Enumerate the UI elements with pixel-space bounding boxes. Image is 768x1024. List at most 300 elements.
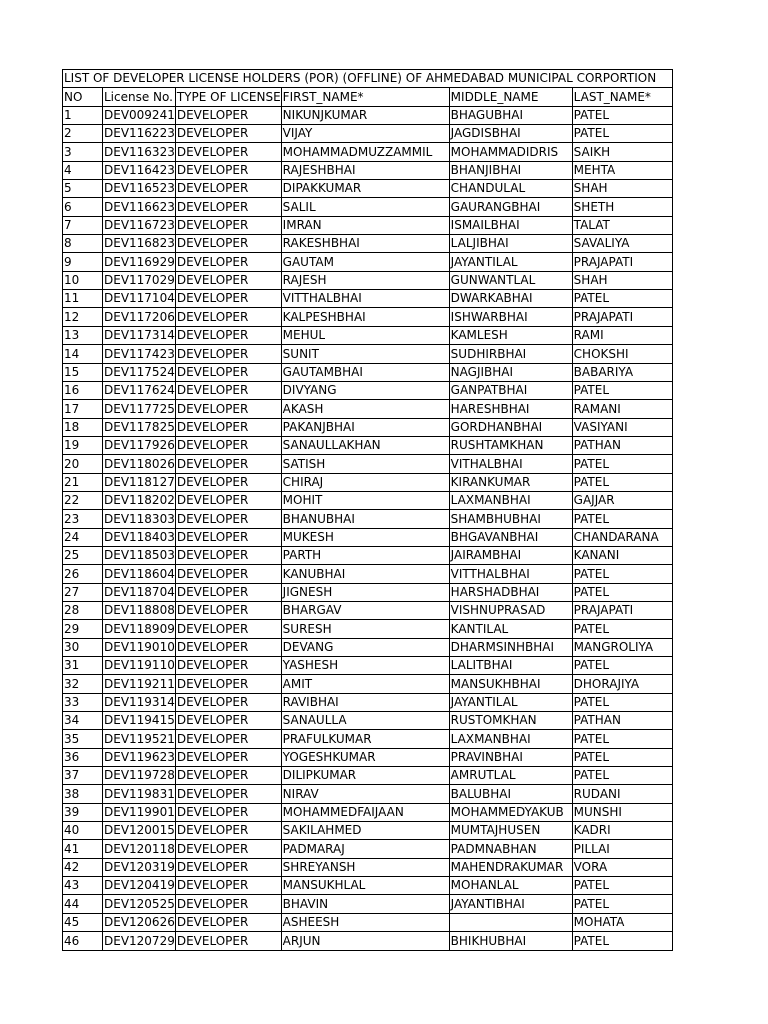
cell-last-name: PATEL: [572, 748, 672, 766]
cell-license-no: DEV117029: [103, 271, 176, 289]
cell-license-no: DEV118604: [103, 565, 176, 583]
cell-type-of-license: DEVELOPER: [175, 858, 281, 876]
cell-first-name: MUKESH: [281, 528, 449, 546]
cell-middle-name: RUSHTAMKHAN: [449, 436, 572, 454]
license-holders-table: [62, 69, 673, 951]
cell-license-no: DEV117314: [103, 326, 176, 344]
cell-first-name: KALPESHBHAI: [281, 308, 449, 326]
cell-type-of-license: DEVELOPER: [175, 675, 281, 693]
cell-no: 21: [63, 473, 103, 491]
cell-license-no: DEV117104: [103, 290, 176, 308]
cell-license-no: DEV120626: [103, 913, 176, 931]
cell-last-name: PATEL: [572, 767, 672, 785]
cell-no: 12: [63, 308, 103, 326]
cell-first-name: SUNIT: [281, 345, 449, 363]
cell-no: 17: [63, 400, 103, 418]
cell-middle-name: SHAMBHUBHAI: [449, 510, 572, 528]
table-row: [63, 712, 673, 730]
table-row: [63, 436, 673, 454]
cell-type-of-license: DEVELOPER: [175, 290, 281, 308]
cell-no: 33: [63, 693, 103, 711]
cell-first-name: RAJESH: [281, 271, 449, 289]
cell-last-name: GAJJAR: [572, 491, 672, 509]
cell-middle-name: GAURANGBHAI: [449, 198, 572, 216]
cell-license-no: DEV120015: [103, 822, 176, 840]
cell-type-of-license: DEVELOPER: [175, 216, 281, 234]
table-title: LIST OF DEVELOPER LICENSE HOLDERS (POR) (OFFLINE) OF AHMEDABAD MUNICIPAL CORPORTION: [63, 70, 673, 88]
table-row: [63, 161, 673, 179]
cell-license-no: DEV118026: [103, 455, 176, 473]
cell-first-name: DIVYANG: [281, 381, 449, 399]
table-row: [63, 565, 673, 583]
cell-middle-name: HARSHADBHAI: [449, 583, 572, 601]
cell-type-of-license: DEVELOPER: [175, 161, 281, 179]
cell-license-no: DEV116723: [103, 216, 176, 234]
cell-first-name: GAUTAM: [281, 253, 449, 271]
table-row: [63, 803, 673, 821]
cell-last-name: RAMI: [572, 326, 672, 344]
cell-middle-name: GUNWANTLAL: [449, 271, 572, 289]
cell-type-of-license: DEVELOPER: [175, 748, 281, 766]
table-row: [63, 748, 673, 766]
cell-type-of-license: DEVELOPER: [175, 803, 281, 821]
cell-middle-name: MANSUKHBHAI: [449, 675, 572, 693]
header-type-of-license: TYPE OF LICENSE: [175, 88, 281, 106]
cell-license-no: DEV120118: [103, 840, 176, 858]
cell-last-name: CHOKSHI: [572, 345, 672, 363]
cell-middle-name: JAYANTILAL: [449, 253, 572, 271]
cell-middle-name: HARESHBHAI: [449, 400, 572, 418]
cell-license-no: DEV119211: [103, 675, 176, 693]
cell-last-name: RUDANI: [572, 785, 672, 803]
cell-type-of-license: DEVELOPER: [175, 565, 281, 583]
cell-last-name: PILLAI: [572, 840, 672, 858]
cell-first-name: SALIL: [281, 198, 449, 216]
cell-first-name: BHAVIN: [281, 895, 449, 913]
cell-first-name: DIPAKKUMAR: [281, 180, 449, 198]
cell-last-name: SHAH: [572, 271, 672, 289]
table-row: [63, 601, 673, 619]
cell-type-of-license: DEVELOPER: [175, 400, 281, 418]
table-row: [63, 913, 673, 931]
cell-license-no: DEV117206: [103, 308, 176, 326]
cell-no: 15: [63, 363, 103, 381]
cell-type-of-license: DEVELOPER: [175, 822, 281, 840]
cell-last-name: PATHAN: [572, 436, 672, 454]
cell-first-name: DILIPKUMAR: [281, 767, 449, 785]
cell-first-name: AKASH: [281, 400, 449, 418]
cell-last-name: CHANDARANA: [572, 528, 672, 546]
cell-license-no: DEV116223: [103, 125, 176, 143]
cell-type-of-license: DEVELOPER: [175, 491, 281, 509]
cell-license-no: DEV117926: [103, 436, 176, 454]
cell-type-of-license: DEVELOPER: [175, 473, 281, 491]
cell-no: 31: [63, 657, 103, 675]
cell-license-no: DEV117423: [103, 345, 176, 363]
table-row: [63, 143, 673, 161]
table-row: [63, 180, 673, 198]
header-first-name: FIRST_NAME*: [281, 88, 449, 106]
cell-last-name: MEHTA: [572, 161, 672, 179]
cell-last-name: SAVALIYA: [572, 235, 672, 253]
cell-no: 19: [63, 436, 103, 454]
cell-middle-name: AMRUTLAL: [449, 767, 572, 785]
cell-middle-name: RUSTOMKHAN: [449, 712, 572, 730]
cell-last-name: PATEL: [572, 895, 672, 913]
cell-license-no: DEV009241: [103, 106, 176, 124]
cell-last-name: RAMANI: [572, 400, 672, 418]
table-row: [63, 546, 673, 564]
cell-license-no: DEV116823: [103, 235, 176, 253]
cell-last-name: MUNSHI: [572, 803, 672, 821]
cell-middle-name: PADMNABHAN: [449, 840, 572, 858]
table-row: [63, 895, 673, 913]
cell-no: 30: [63, 638, 103, 656]
cell-type-of-license: DEVELOPER: [175, 730, 281, 748]
cell-no: 41: [63, 840, 103, 858]
table-row: [63, 675, 673, 693]
cell-type-of-license: DEVELOPER: [175, 620, 281, 638]
cell-no: 45: [63, 913, 103, 931]
table-row: [63, 235, 673, 253]
cell-license-no: DEV118704: [103, 583, 176, 601]
cell-license-no: DEV119010: [103, 638, 176, 656]
cell-middle-name: LAXMANBHAI: [449, 491, 572, 509]
table-row: [63, 345, 673, 363]
cell-middle-name: NAGJIBHAI: [449, 363, 572, 381]
cell-last-name: PRAJAPATI: [572, 308, 672, 326]
cell-type-of-license: DEVELOPER: [175, 895, 281, 913]
cell-first-name: SANAULLAKHAN: [281, 436, 449, 454]
cell-middle-name: BHGAVANBHAI: [449, 528, 572, 546]
cell-middle-name: LALJIBHAI: [449, 235, 572, 253]
table-row: [63, 693, 673, 711]
cell-middle-name: MOHANLAL: [449, 877, 572, 895]
cell-last-name: PATEL: [572, 125, 672, 143]
cell-middle-name: JAYANTILAL: [449, 693, 572, 711]
cell-license-no: DEV117524: [103, 363, 176, 381]
table-row: [63, 583, 673, 601]
cell-first-name: BHARGAV: [281, 601, 449, 619]
cell-first-name: KANUBHAI: [281, 565, 449, 583]
cell-license-no: DEV118909: [103, 620, 176, 638]
cell-no: 1: [63, 106, 103, 124]
cell-middle-name: VITTHALBHAI: [449, 565, 572, 583]
header-middle-name: MIDDLE_NAME: [449, 88, 572, 106]
cell-middle-name: SUDHIRBHAI: [449, 345, 572, 363]
cell-license-no: DEV120419: [103, 877, 176, 895]
cell-last-name: SAIKH: [572, 143, 672, 161]
cell-license-no: DEV118503: [103, 546, 176, 564]
cell-middle-name: KIRANKUMAR: [449, 473, 572, 491]
cell-first-name: ARJUN: [281, 932, 449, 950]
cell-type-of-license: DEVELOPER: [175, 143, 281, 161]
cell-first-name: VITTHALBHAI: [281, 290, 449, 308]
cell-last-name: PATEL: [572, 932, 672, 950]
cell-license-no: DEV119623: [103, 748, 176, 766]
cell-license-no: DEV117624: [103, 381, 176, 399]
table-row: [63, 491, 673, 509]
cell-last-name: PATEL: [572, 455, 672, 473]
cell-license-no: DEV120729: [103, 932, 176, 950]
cell-middle-name: ISHWARBHAI: [449, 308, 572, 326]
cell-no: 40: [63, 822, 103, 840]
cell-last-name: PATEL: [572, 381, 672, 399]
table-row: [63, 455, 673, 473]
cell-no: 23: [63, 510, 103, 528]
cell-first-name: MANSUKHLAL: [281, 877, 449, 895]
cell-last-name: PATEL: [572, 290, 672, 308]
cell-first-name: YOGESHKUMAR: [281, 748, 449, 766]
cell-type-of-license: DEVELOPER: [175, 767, 281, 785]
cell-type-of-license: DEVELOPER: [175, 657, 281, 675]
cell-middle-name: PRAVINBHAI: [449, 748, 572, 766]
cell-type-of-license: DEVELOPER: [175, 308, 281, 326]
cell-type-of-license: DEVELOPER: [175, 528, 281, 546]
cell-type-of-license: DEVELOPER: [175, 785, 281, 803]
cell-license-no: DEV116423: [103, 161, 176, 179]
cell-last-name: PRAJAPATI: [572, 601, 672, 619]
cell-type-of-license: DEVELOPER: [175, 877, 281, 895]
table-row: [63, 106, 673, 124]
cell-type-of-license: DEVELOPER: [175, 840, 281, 858]
cell-middle-name: MUMTAJHUSEN: [449, 822, 572, 840]
cell-first-name: SATISH: [281, 455, 449, 473]
cell-last-name: PRAJAPATI: [572, 253, 672, 271]
cell-no: 3: [63, 143, 103, 161]
cell-first-name: PARTH: [281, 546, 449, 564]
cell-type-of-license: DEVELOPER: [175, 363, 281, 381]
cell-middle-name: LAXMANBHAI: [449, 730, 572, 748]
cell-last-name: PATEL: [572, 106, 672, 124]
cell-last-name: VASIYANI: [572, 418, 672, 436]
cell-first-name: PADMARAJ: [281, 840, 449, 858]
cell-license-no: DEV120525: [103, 895, 176, 913]
cell-last-name: PATEL: [572, 620, 672, 638]
cell-last-name: MANGROLIYA: [572, 638, 672, 656]
cell-no: 36: [63, 748, 103, 766]
cell-license-no: DEV119314: [103, 693, 176, 711]
cell-middle-name: BHAGUBHAI: [449, 106, 572, 124]
table-row: [63, 125, 673, 143]
table-row: [63, 730, 673, 748]
cell-middle-name: VITHALBHAI: [449, 455, 572, 473]
table-row: [63, 932, 673, 950]
cell-no: 37: [63, 767, 103, 785]
cell-license-no: DEV118202: [103, 491, 176, 509]
cell-first-name: SHREYANSH: [281, 858, 449, 876]
cell-license-no: DEV118303: [103, 510, 176, 528]
cell-license-no: DEV119901: [103, 803, 176, 821]
cell-type-of-license: DEVELOPER: [175, 693, 281, 711]
table-row: [63, 657, 673, 675]
cell-license-no: DEV116623: [103, 198, 176, 216]
cell-no: 10: [63, 271, 103, 289]
cell-middle-name: JAIRAMBHAI: [449, 546, 572, 564]
cell-last-name: PATEL: [572, 693, 672, 711]
cell-no: 8: [63, 235, 103, 253]
cell-middle-name: KANTILAL: [449, 620, 572, 638]
cell-first-name: RAJESHBHAI: [281, 161, 449, 179]
table-row: [63, 326, 673, 344]
table-row: [63, 858, 673, 876]
cell-no: 22: [63, 491, 103, 509]
cell-first-name: VIJAY: [281, 125, 449, 143]
cell-no: 35: [63, 730, 103, 748]
cell-license-no: DEV119521: [103, 730, 176, 748]
cell-license-no: DEV116323: [103, 143, 176, 161]
table-row: [63, 638, 673, 656]
cell-type-of-license: DEVELOPER: [175, 712, 281, 730]
cell-first-name: RAVIBHAI: [281, 693, 449, 711]
cell-middle-name: MAHENDRAKUMAR: [449, 858, 572, 876]
cell-no: 16: [63, 381, 103, 399]
table-row: [63, 308, 673, 326]
cell-no: 4: [63, 161, 103, 179]
cell-middle-name: [449, 913, 572, 931]
cell-no: 44: [63, 895, 103, 913]
cell-no: 7: [63, 216, 103, 234]
cell-first-name: AMIT: [281, 675, 449, 693]
cell-type-of-license: DEVELOPER: [175, 583, 281, 601]
table-row: [63, 840, 673, 858]
cell-type-of-license: DEVELOPER: [175, 271, 281, 289]
cell-first-name: MEHUL: [281, 326, 449, 344]
cell-first-name: MOHAMMEDFAIJAAN: [281, 803, 449, 821]
cell-no: 28: [63, 601, 103, 619]
cell-first-name: PRAFULKUMAR: [281, 730, 449, 748]
cell-license-no: DEV117825: [103, 418, 176, 436]
cell-middle-name: JAYANTIBHAI: [449, 895, 572, 913]
cell-type-of-license: DEVELOPER: [175, 510, 281, 528]
cell-last-name: PATEL: [572, 583, 672, 601]
cell-type-of-license: DEVELOPER: [175, 106, 281, 124]
cell-last-name: KADRI: [572, 822, 672, 840]
cell-type-of-license: DEVELOPER: [175, 418, 281, 436]
cell-no: 9: [63, 253, 103, 271]
cell-first-name: NIKUNJKUMAR: [281, 106, 449, 124]
cell-no: 38: [63, 785, 103, 803]
table-row: [63, 767, 673, 785]
cell-no: 13: [63, 326, 103, 344]
cell-first-name: RAKESHBHAI: [281, 235, 449, 253]
cell-license-no: DEV116929: [103, 253, 176, 271]
cell-type-of-license: DEVELOPER: [175, 638, 281, 656]
cell-no: 24: [63, 528, 103, 546]
cell-last-name: KANANI: [572, 546, 672, 564]
cell-type-of-license: DEVELOPER: [175, 601, 281, 619]
cell-license-no: DEV117725: [103, 400, 176, 418]
cell-type-of-license: DEVELOPER: [175, 125, 281, 143]
header-no: NO: [63, 88, 103, 106]
cell-middle-name: KAMLESH: [449, 326, 572, 344]
cell-no: 5: [63, 180, 103, 198]
cell-middle-name: MOHAMMADIDRIS: [449, 143, 572, 161]
cell-no: 42: [63, 858, 103, 876]
cell-no: 32: [63, 675, 103, 693]
cell-no: 26: [63, 565, 103, 583]
cell-last-name: VORA: [572, 858, 672, 876]
cell-license-no: DEV116523: [103, 180, 176, 198]
cell-middle-name: DHARMSINHBHAI: [449, 638, 572, 656]
cell-middle-name: ISMAILBHAI: [449, 216, 572, 234]
cell-license-no: DEV119415: [103, 712, 176, 730]
table-row: [63, 290, 673, 308]
cell-first-name: JIGNESH: [281, 583, 449, 601]
table-row: [63, 822, 673, 840]
cell-last-name: MOHATA: [572, 913, 672, 931]
cell-first-name: BHANUBHAI: [281, 510, 449, 528]
table-row: [63, 473, 673, 491]
table-row: [63, 381, 673, 399]
table-row: [63, 528, 673, 546]
cell-last-name: BABARIYA: [572, 363, 672, 381]
table-row: [63, 418, 673, 436]
table-row: [63, 363, 673, 381]
table-row: [63, 253, 673, 271]
cell-last-name: TALAT: [572, 216, 672, 234]
cell-middle-name: DWARKABHAI: [449, 290, 572, 308]
cell-no: 2: [63, 125, 103, 143]
cell-type-of-license: DEVELOPER: [175, 381, 281, 399]
cell-type-of-license: DEVELOPER: [175, 235, 281, 253]
cell-no: 39: [63, 803, 103, 821]
cell-no: 43: [63, 877, 103, 895]
cell-no: 46: [63, 932, 103, 950]
cell-last-name: PATHAN: [572, 712, 672, 730]
header-license-no: License No.: [103, 88, 176, 106]
cell-no: 14: [63, 345, 103, 363]
cell-type-of-license: DEVELOPER: [175, 546, 281, 564]
cell-last-name: PATEL: [572, 565, 672, 583]
cell-last-name: PATEL: [572, 730, 672, 748]
cell-last-name: SHETH: [572, 198, 672, 216]
cell-first-name: NIRAV: [281, 785, 449, 803]
cell-first-name: CHIRAJ: [281, 473, 449, 491]
table-row: [63, 510, 673, 528]
cell-last-name: PATEL: [572, 510, 672, 528]
cell-last-name: SHAH: [572, 180, 672, 198]
cell-last-name: PATEL: [572, 473, 672, 491]
table-row: [63, 198, 673, 216]
header-last-name: LAST_NAME*: [572, 88, 672, 106]
table-row: [63, 271, 673, 289]
cell-last-name: DHORAJIYA: [572, 675, 672, 693]
cell-middle-name: JAGDISBHAI: [449, 125, 572, 143]
cell-no: 25: [63, 546, 103, 564]
header-row: [63, 88, 673, 106]
cell-first-name: SURESH: [281, 620, 449, 638]
table-row: [63, 877, 673, 895]
cell-license-no: DEV118127: [103, 473, 176, 491]
cell-middle-name: CHANDULAL: [449, 180, 572, 198]
cell-no: 34: [63, 712, 103, 730]
cell-first-name: SAKILAHMED: [281, 822, 449, 840]
cell-last-name: PATEL: [572, 877, 672, 895]
cell-no: 18: [63, 418, 103, 436]
cell-type-of-license: DEVELOPER: [175, 345, 281, 363]
cell-first-name: SANAULLA: [281, 712, 449, 730]
cell-no: 27: [63, 583, 103, 601]
table-row: [63, 400, 673, 418]
cell-license-no: DEV119831: [103, 785, 176, 803]
cell-type-of-license: DEVELOPER: [175, 180, 281, 198]
cell-first-name: ASHEESH: [281, 913, 449, 931]
title-row: [63, 70, 673, 88]
cell-license-no: DEV118808: [103, 601, 176, 619]
cell-middle-name: MOHAMMEDYAKUB: [449, 803, 572, 821]
cell-license-no: DEV119728: [103, 767, 176, 785]
